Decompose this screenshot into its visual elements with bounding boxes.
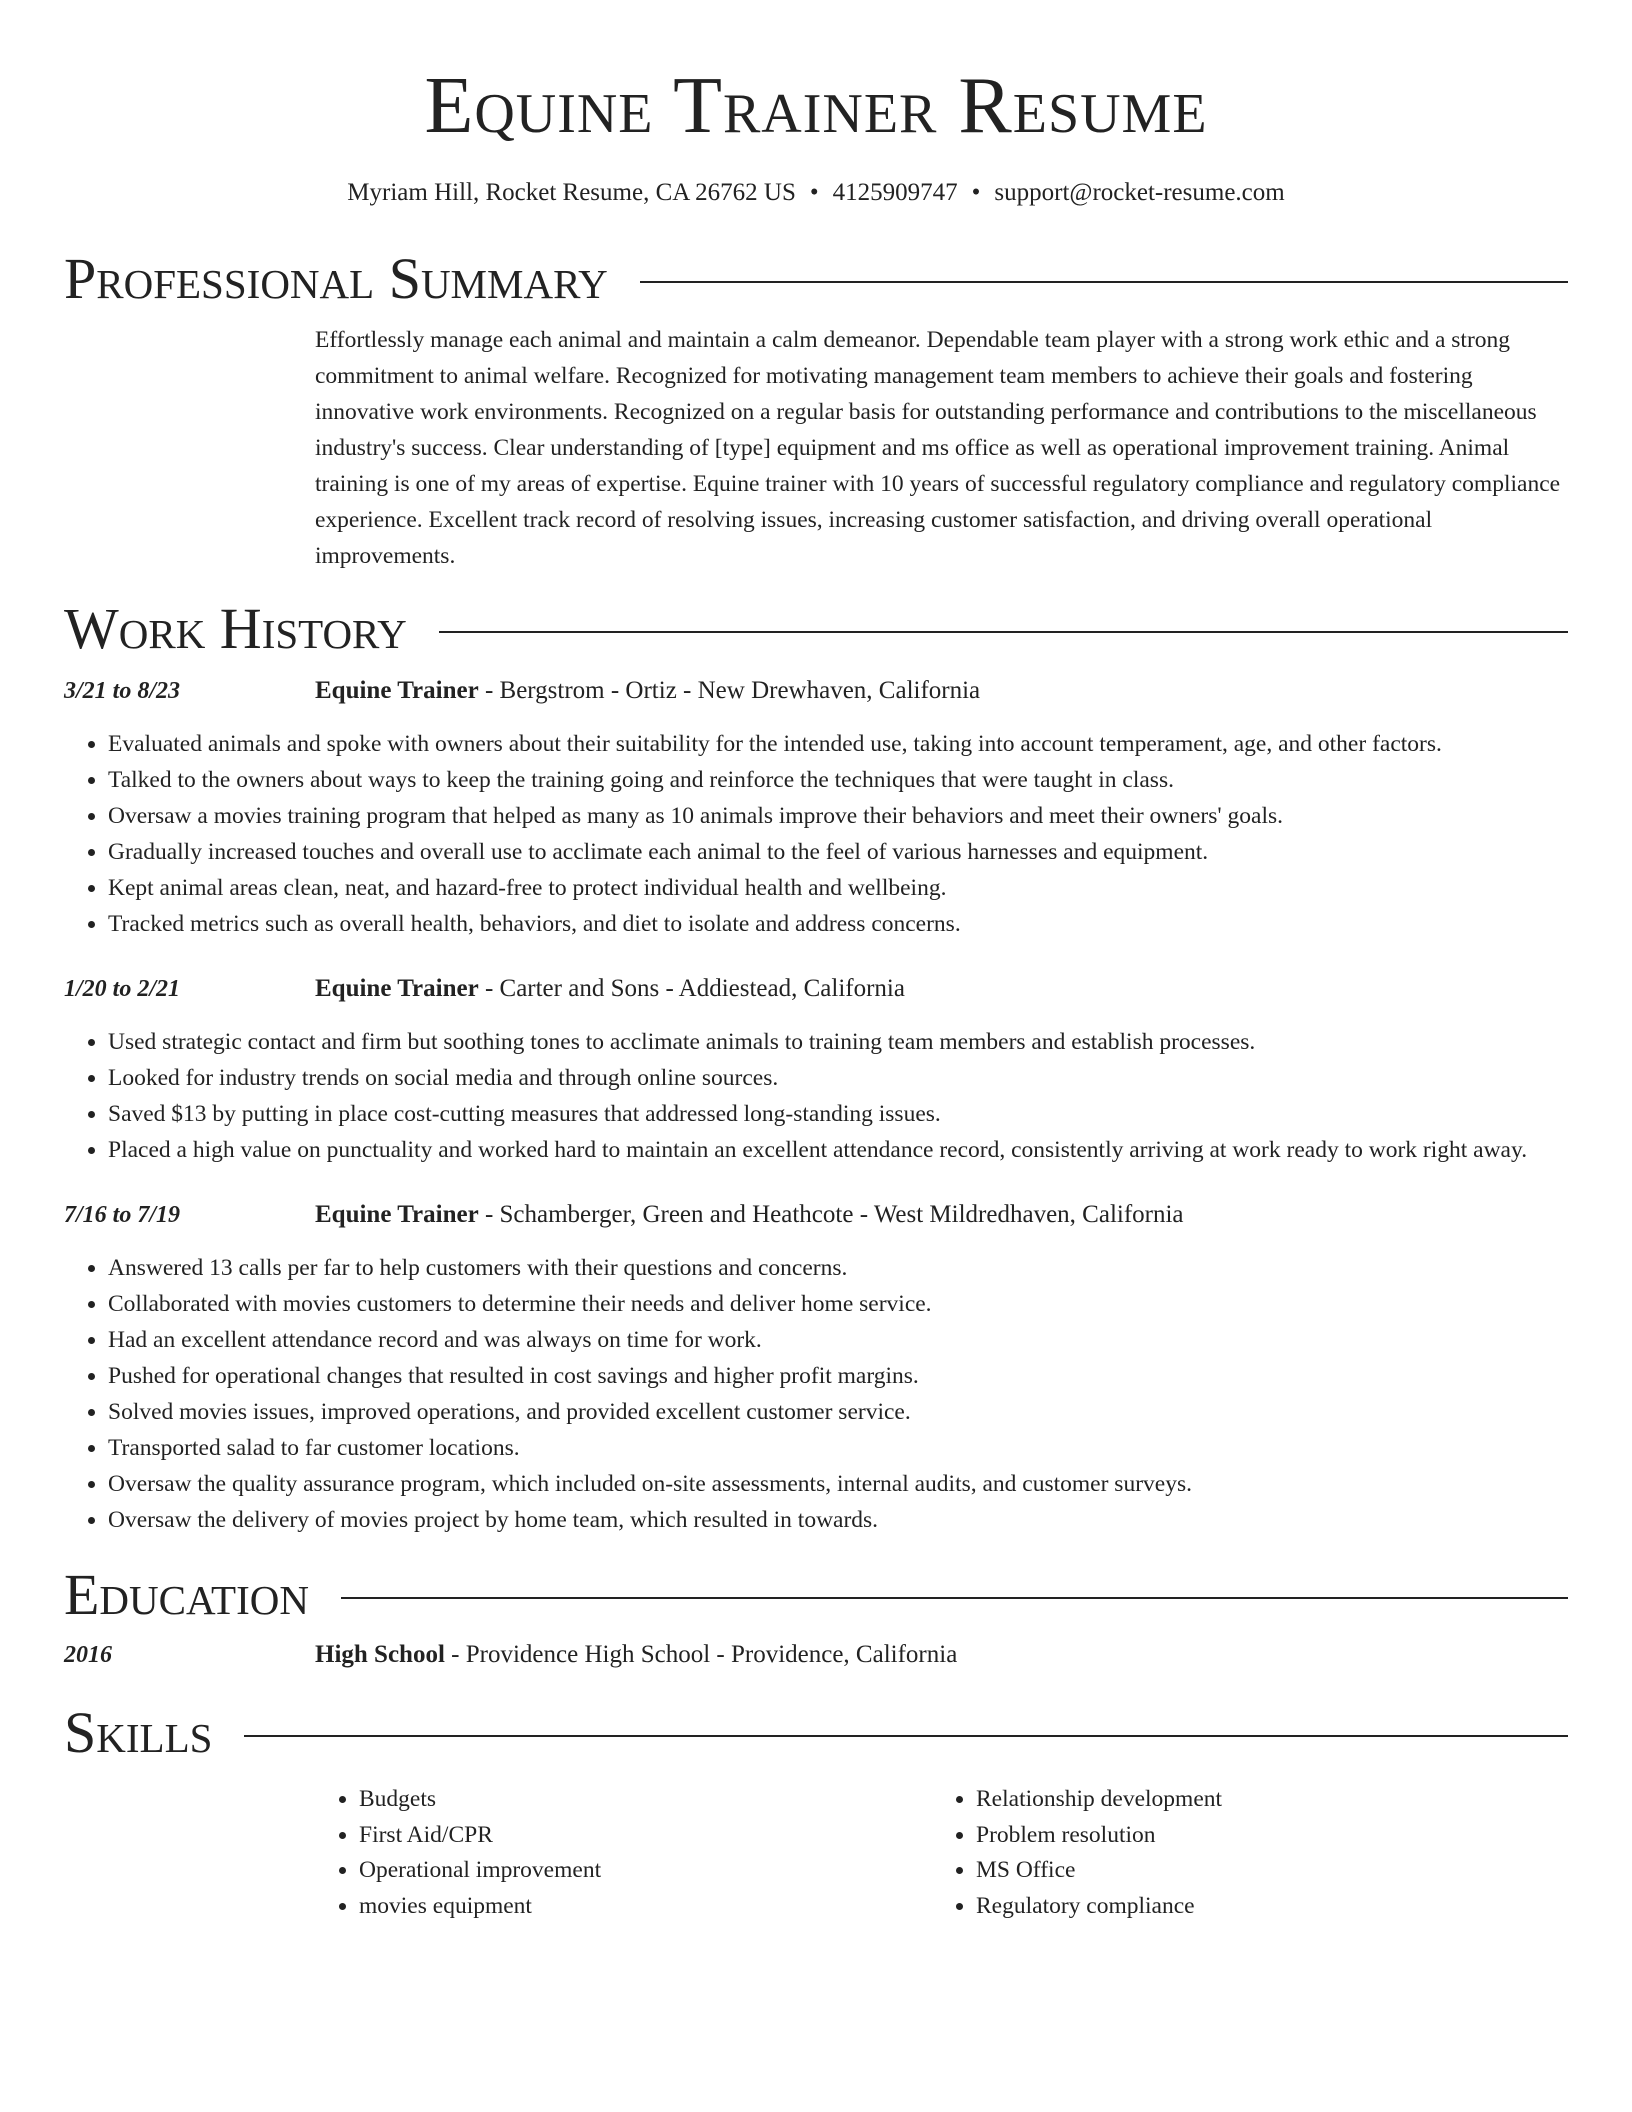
section-divider [640, 281, 1568, 283]
job-bullets [64, 1024, 1568, 1168]
job-entry [64, 674, 1568, 942]
skills-column-right [932, 1782, 1549, 1924]
skills-grid [315, 1782, 1568, 1924]
skill-item: • First Aid/CPR [359, 1818, 932, 1854]
job-header [64, 972, 1568, 1006]
contact-separator: • [971, 179, 981, 206]
job-entry [64, 1198, 1568, 1538]
education-school: - Providence High School - Providence, California [444, 1641, 958, 1668]
job-dates: 1/20 to 2/21 [64, 976, 181, 1002]
summary-section-header [64, 244, 1568, 314]
job-dates: 7/16 to 7/19 [64, 1202, 181, 1228]
summary-text: Effortlessly manage each animal and maintain a calm demeanor. Dependable team player with a strong work ethic and a strong commitment to animal welfare. Recognized for motivating management team members to achieve their goals and fostering innovative work environments. Recognized on a regular basis for outstanding performance and contributions to the miscellaneous industry's success. Clear understanding of [type] equipment and ms office as well as operational improvement training. Animal training is one of my areas of expertise. Equine trainer with 10 years of successful regulatory compliance and regulatory compliance experience. Excellent track record of resolving issues, increasing customer satisfaction, and driving overall operational improvements. [315, 327, 1561, 569]
list-item: • Answered 13 calls per far to help customers with their questions and concerns. [108, 1250, 1568, 1286]
job-title-line [315, 1198, 1184, 1232]
list-item: • Used strategic contact and firm but soothing tones to acclimate animals to training team members and establish processes. [108, 1024, 1568, 1060]
job-header [64, 1198, 1568, 1232]
list-item: • Had an excellent attendance record and was always on time for work. [108, 1322, 1568, 1358]
list-item: • Tracked metrics such as overall health, behaviors, and diet to isolate and address concerns. [108, 906, 1568, 942]
job-title-line [315, 972, 905, 1006]
skill-item: • Regulatory compliance [976, 1889, 1549, 1925]
education-line [315, 1638, 957, 1672]
list-item: • Talked to the owners about ways to keep the training going and reinforce the techniques that were taught in class. [108, 762, 1568, 798]
summary-heading: Professional Summary [64, 246, 608, 311]
list-item: • Collaborated with movies customers to determine their needs and deliver home service. [108, 1286, 1568, 1322]
list-item: • Oversaw the delivery of movies project by home team, which resulted in towards. [108, 1502, 1568, 1538]
section-divider [439, 631, 1568, 633]
contact-line [64, 176, 1568, 210]
job-employer: - Schamberger, Green and Heathcote - West Mildredhaven, California [478, 1201, 1184, 1228]
contact-phone: 4125909747 [832, 179, 958, 206]
resume-title: Equine Trainer Resume [424, 62, 1208, 150]
list-item: • Oversaw a movies training program that helped as many as 10 animals improve their behaviors and meet their owners' goals. [108, 798, 1568, 834]
skill-item: • MS Office [976, 1853, 1549, 1889]
list-item: • Pushed for operational changes that resulted in cost savings and higher profit margins. [108, 1358, 1568, 1394]
job-role: Equine Trainer [315, 975, 479, 1002]
list-item: • Transported salad to far customer locations. [108, 1430, 1568, 1466]
job-employer: - Bergstrom - Ortiz - New Drewhaven, California [478, 677, 981, 704]
contact-address: Myriam Hill, Rocket Resume, CA 26762 US [347, 179, 796, 206]
job-bullets [64, 726, 1568, 942]
list-item: • Looked for industry trends on social media and through online sources. [108, 1060, 1568, 1096]
skills-column-left [315, 1782, 932, 1924]
work-section-header [64, 594, 1568, 664]
education-heading: Education [64, 1562, 309, 1627]
contact-email[interactable]: support@rocket-resume.com [994, 179, 1285, 206]
skill-item: • Relationship development [976, 1782, 1549, 1818]
job-dates: 3/21 to 8/23 [64, 678, 181, 704]
skills-list [315, 1782, 932, 1924]
job-header [64, 674, 1568, 708]
job-role: Equine Trainer [315, 1201, 479, 1228]
skills-list [932, 1782, 1549, 1924]
skill-item: • Operational improvement [359, 1853, 932, 1889]
section-divider [341, 1597, 1568, 1599]
education-section-header [64, 1560, 1568, 1630]
skill-item: • movies equipment [359, 1889, 932, 1925]
skills-section-header [64, 1698, 1568, 1768]
list-item: • Kept animal areas clean, neat, and hazard-free to protect individual health and wellbeing. [108, 870, 1568, 906]
job-bullets [64, 1250, 1568, 1538]
education-entry [64, 1638, 1568, 1672]
education-degree: High School [315, 1641, 445, 1668]
work-heading: Work History [64, 596, 407, 661]
list-item: • Solved movies issues, improved operations, and provided excellent customer service. [108, 1394, 1568, 1430]
job-role: Equine Trainer [315, 677, 479, 704]
skills-heading: Skills [64, 1700, 213, 1765]
section-divider [244, 1735, 1568, 1737]
job-title-line [315, 674, 980, 708]
contact-separator: • [809, 179, 819, 206]
job-entry [64, 972, 1568, 1168]
job-employer: - Carter and Sons - Addiestead, California [478, 975, 905, 1002]
list-item: • Placed a high value on punctuality and worked hard to maintain an excellent attendance record, consistently arriving at work ready to work right away. [108, 1132, 1568, 1168]
list-item: • Gradually increased touches and overall use to acclimate each animal to the feel of various harnesses and equipment. [108, 834, 1568, 870]
skill-item: • Budgets [359, 1782, 932, 1818]
list-item: • Evaluated animals and spoke with owners about their suitability for the intended use, taking into account temperament, age, and other factors. [108, 726, 1568, 762]
list-item: • Oversaw the quality assurance program, which included on-site assessments, internal audits, and customer surveys. [108, 1466, 1568, 1502]
education-year: 2016 [64, 1642, 112, 1668]
skill-item: • Problem resolution [976, 1818, 1549, 1854]
list-item: • Saved $13 by putting in place cost-cutting measures that addressed long-standing issues. [108, 1096, 1568, 1132]
